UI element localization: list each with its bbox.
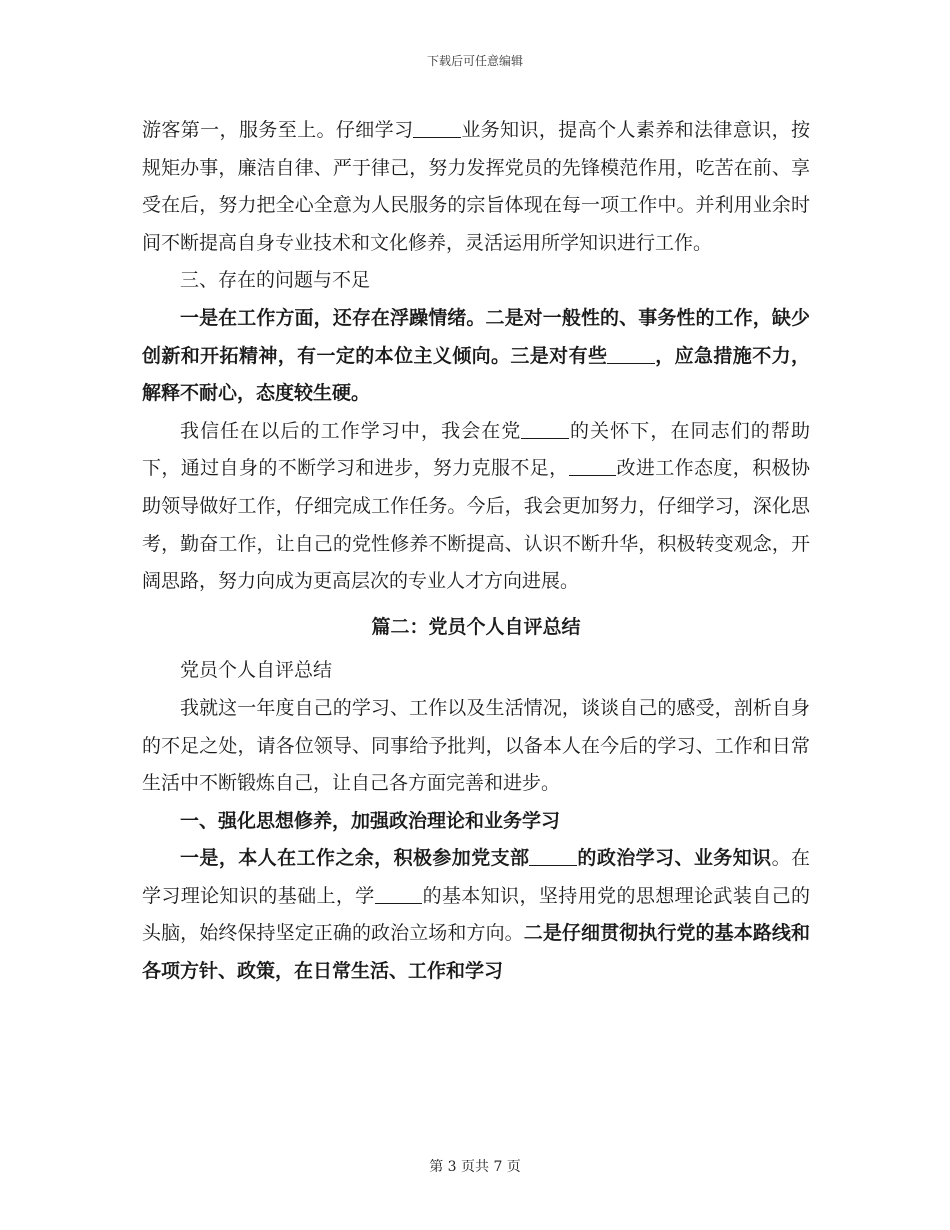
blank-underline xyxy=(521,419,569,439)
blank-underline xyxy=(413,118,461,138)
text-run-bold: 的政治学习、业务知识 xyxy=(576,847,772,870)
document-subtitle: 党员个人自评总结 xyxy=(180,659,333,682)
text-run: 我信任在以后的工作学习中，我会在党 xyxy=(180,419,522,442)
text-run-bold: 二是仔细贯彻执行党的基本路线和各项方针、政策，在日常生活、工作和学习 xyxy=(142,922,810,983)
chapter-title: 篇二：党员个人自评总结 xyxy=(371,615,581,638)
text-run-bold: 一是，本人在工作之余，积极参加党支部 xyxy=(180,847,530,870)
paragraph-study xyxy=(142,840,810,990)
section-title-study: 一、强化思想修养，加强政治理论和业务学习 xyxy=(180,809,561,832)
blank-underline xyxy=(375,884,423,904)
text-run: 业务知识，提高个人素养和法律意识，按规矩办事，廉洁自律、严于律己，努力发挥党员的先锋模范作用，吃苦在前、享受在后，努力把全心全意为人民服务的宗旨体现在每一项工作中。并利用业余时间不断提高自身专业技术和文化修养，灵活运用所学知识进行工作。 xyxy=(142,119,810,254)
blank-underline xyxy=(607,344,655,364)
text-run: ，应急措施不力，解释不耐心，态度较生硬。 xyxy=(142,344,810,405)
text-run: 一是在工作方面，还存在浮躁情绪。二是对一般性的、事务性的工作，缺少创新和开拓精神，有一定的本位主义倾向。三是对有些 xyxy=(142,306,810,367)
blank-underline xyxy=(569,456,617,476)
text-run: 游客第一，服务至上。仔细学习 xyxy=(142,119,414,141)
page-header: 下载后可任意编辑 xyxy=(426,54,523,68)
text-run: 。在学习理论知识的基础上，学 xyxy=(142,847,810,907)
section-title-problems: 三、存在的问题与不足 xyxy=(180,269,371,292)
paragraph-problems xyxy=(142,300,810,413)
text-run: 的关怀下，在同志们的帮助下，通过自身的不断学习和进步，努力克服不足， xyxy=(142,419,810,480)
document-body xyxy=(142,112,810,991)
paragraph-service xyxy=(142,112,810,262)
text-run: 的基本知识，坚持用党的思想理论武装自己的头脑，始终保持坚定正确的政治立场和方向。 xyxy=(142,884,810,945)
text-run: 改进工作态度，积极协助领导做好工作，仔细完成工作任务。今后，我会更加努力，仔细学习，深化思考，勤奋工作，让自己的党性修养不断提高、认识不断升华，积极转变观念，开阔思路，努力向成为更高层次的专业人才方向进展。 xyxy=(142,457,810,593)
blank-underline xyxy=(529,846,577,866)
paragraph-intro: 我就这一年度自己的学习、工作以及生活情况，谈谈自己的感受，剖析自身的不足之处，请各位领导、同事给予批判，以备本人在今后的学习、工作和日常生活中不断锻炼自己，让自己各方面完善和进步。 xyxy=(142,696,810,795)
paragraph-future xyxy=(142,413,810,601)
page-number: 第 3 页共 7 页 xyxy=(429,1159,521,1175)
